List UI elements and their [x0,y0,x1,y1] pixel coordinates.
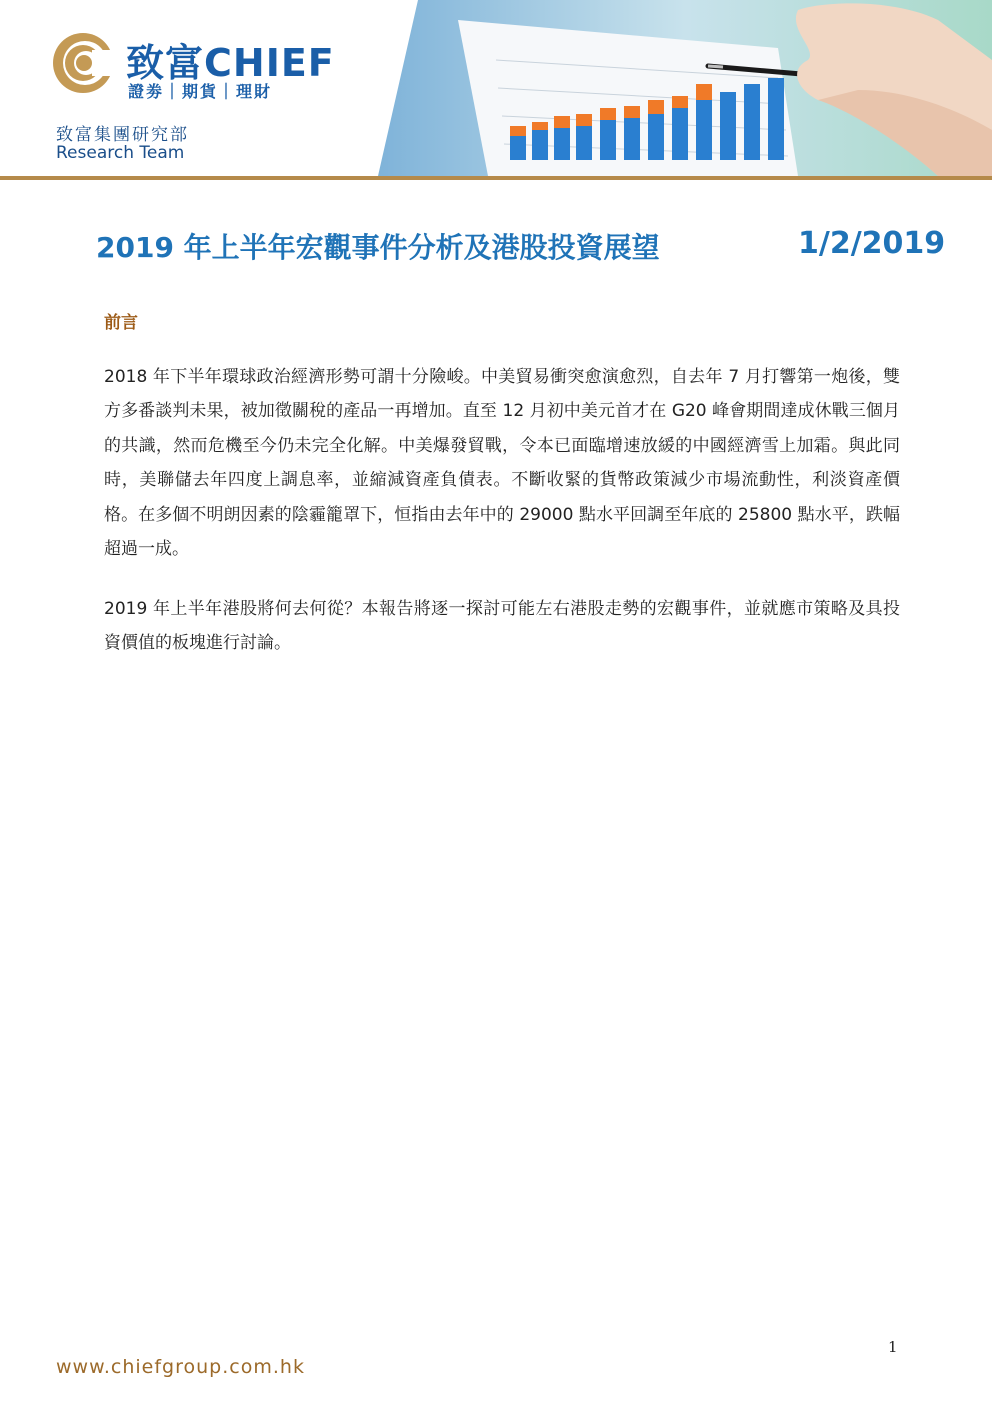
header-chart-illustration [378,0,992,176]
section-heading: 前言 [104,313,138,333]
report-title: 2019 年上半年宏觀事件分析及港股投資展望 [96,231,660,264]
brand-name: 致富CHIEF [126,41,335,85]
research-team-cn: 致富集團研究部 [56,125,189,145]
page-number: 1 [888,1338,898,1356]
brand-subtitle: 證劵｜期貨｜理財 [128,82,273,101]
intro-paragraph: 2018 年下半年環球政治經濟形勢可謂十分險峻。中美貿易衝突愈演愈烈，自去年 7 月打響第一炮後，雙方多番談判未果，被加徵關稅的產品一再增加。直至 12 月初中美元首才在 G20 峰會期間達成休戰三個月的共識，然而危機至今仍未完全化解。中美爆發貿戰，令本已面臨增速放緩的中國經濟雪上加霜。與此同時，美聯儲去年四度上調息率，並縮減資產負債表。不斷收緊的貨幣政策減少市場流動性，利淡資產價格。在多個不明朗因素的陰霾籠罩下，恒指由去年中的 29000 點水平回調至年底的 25800 點水平，跌幅超過一成。 [104,367,900,560]
header-divider [0,176,992,180]
footer-website-link[interactable]: www.chiefgroup.com.hk [56,1356,305,1378]
research-team-en: Research Team [56,143,185,163]
page-header [0,0,992,180]
report-date: 1/2/2019 [798,226,946,261]
outlook-paragraph: 2019 年上半年港股將何去何從？本報告將逐一探討可能左右港股走勢的宏觀事件，並就應市策略及具投資價值的板塊進行討論。 [104,599,900,654]
chief-logo-icon [52,32,114,94]
